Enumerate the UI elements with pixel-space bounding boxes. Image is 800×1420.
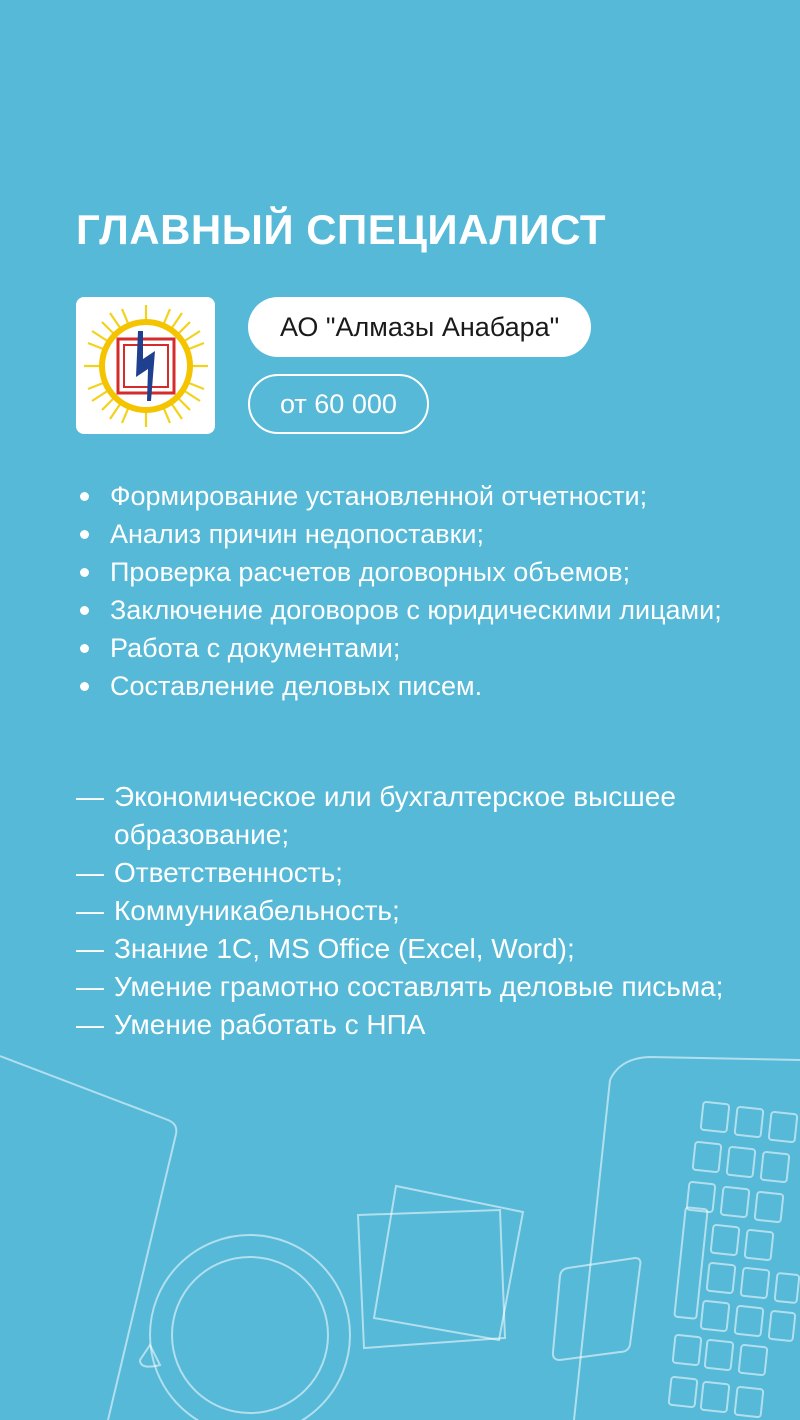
duty-item: Проверка расчетов договорных объемов;	[76, 553, 776, 591]
requirement-item	[76, 968, 776, 1006]
company-logo	[76, 297, 215, 434]
dash-marker: —	[76, 971, 104, 1002]
requirement-text: Умение грамотно составлять деловые письма;	[114, 971, 724, 1002]
requirement-text: Экономическое или бухгалтерское высшее образование;	[114, 781, 676, 850]
duty-item: Работа с документами;	[76, 629, 776, 667]
salary-badge: от 60 000	[248, 374, 429, 434]
duties-list	[76, 477, 776, 705]
vacancy-title: ГЛАВНЫЙ СПЕЦИАЛИСТ	[76, 206, 607, 253]
duty-item: Составление деловых писем.	[76, 667, 776, 705]
requirements-list	[76, 778, 776, 1044]
dash-marker: —	[76, 781, 104, 812]
requirement-item	[76, 854, 776, 892]
duty-item: Анализ причин недопоставки;	[76, 515, 776, 553]
duty-item: Формирование установленной отчетности;	[76, 477, 776, 515]
requirement-item	[76, 892, 776, 930]
dash-marker: —	[76, 895, 104, 926]
requirement-item	[76, 1006, 776, 1044]
dash-marker: —	[76, 933, 104, 964]
requirement-item	[76, 930, 776, 968]
requirement-item	[76, 778, 776, 854]
company-logo-icon	[80, 301, 212, 431]
company-name-badge: АО "Алмазы Анабара"	[248, 297, 591, 357]
duty-item: Заключение договоров с юридическими лицами;	[76, 591, 776, 629]
requirement-text: Знание 1С, MS Office (Excel, Word);	[114, 933, 575, 964]
dash-marker: —	[76, 857, 104, 888]
requirement-text: Коммуникабельность;	[114, 895, 400, 926]
requirement-text: Умение работать с НПА	[114, 1009, 426, 1040]
requirement-text: Ответственность;	[114, 857, 343, 888]
dash-marker: —	[76, 1009, 104, 1040]
